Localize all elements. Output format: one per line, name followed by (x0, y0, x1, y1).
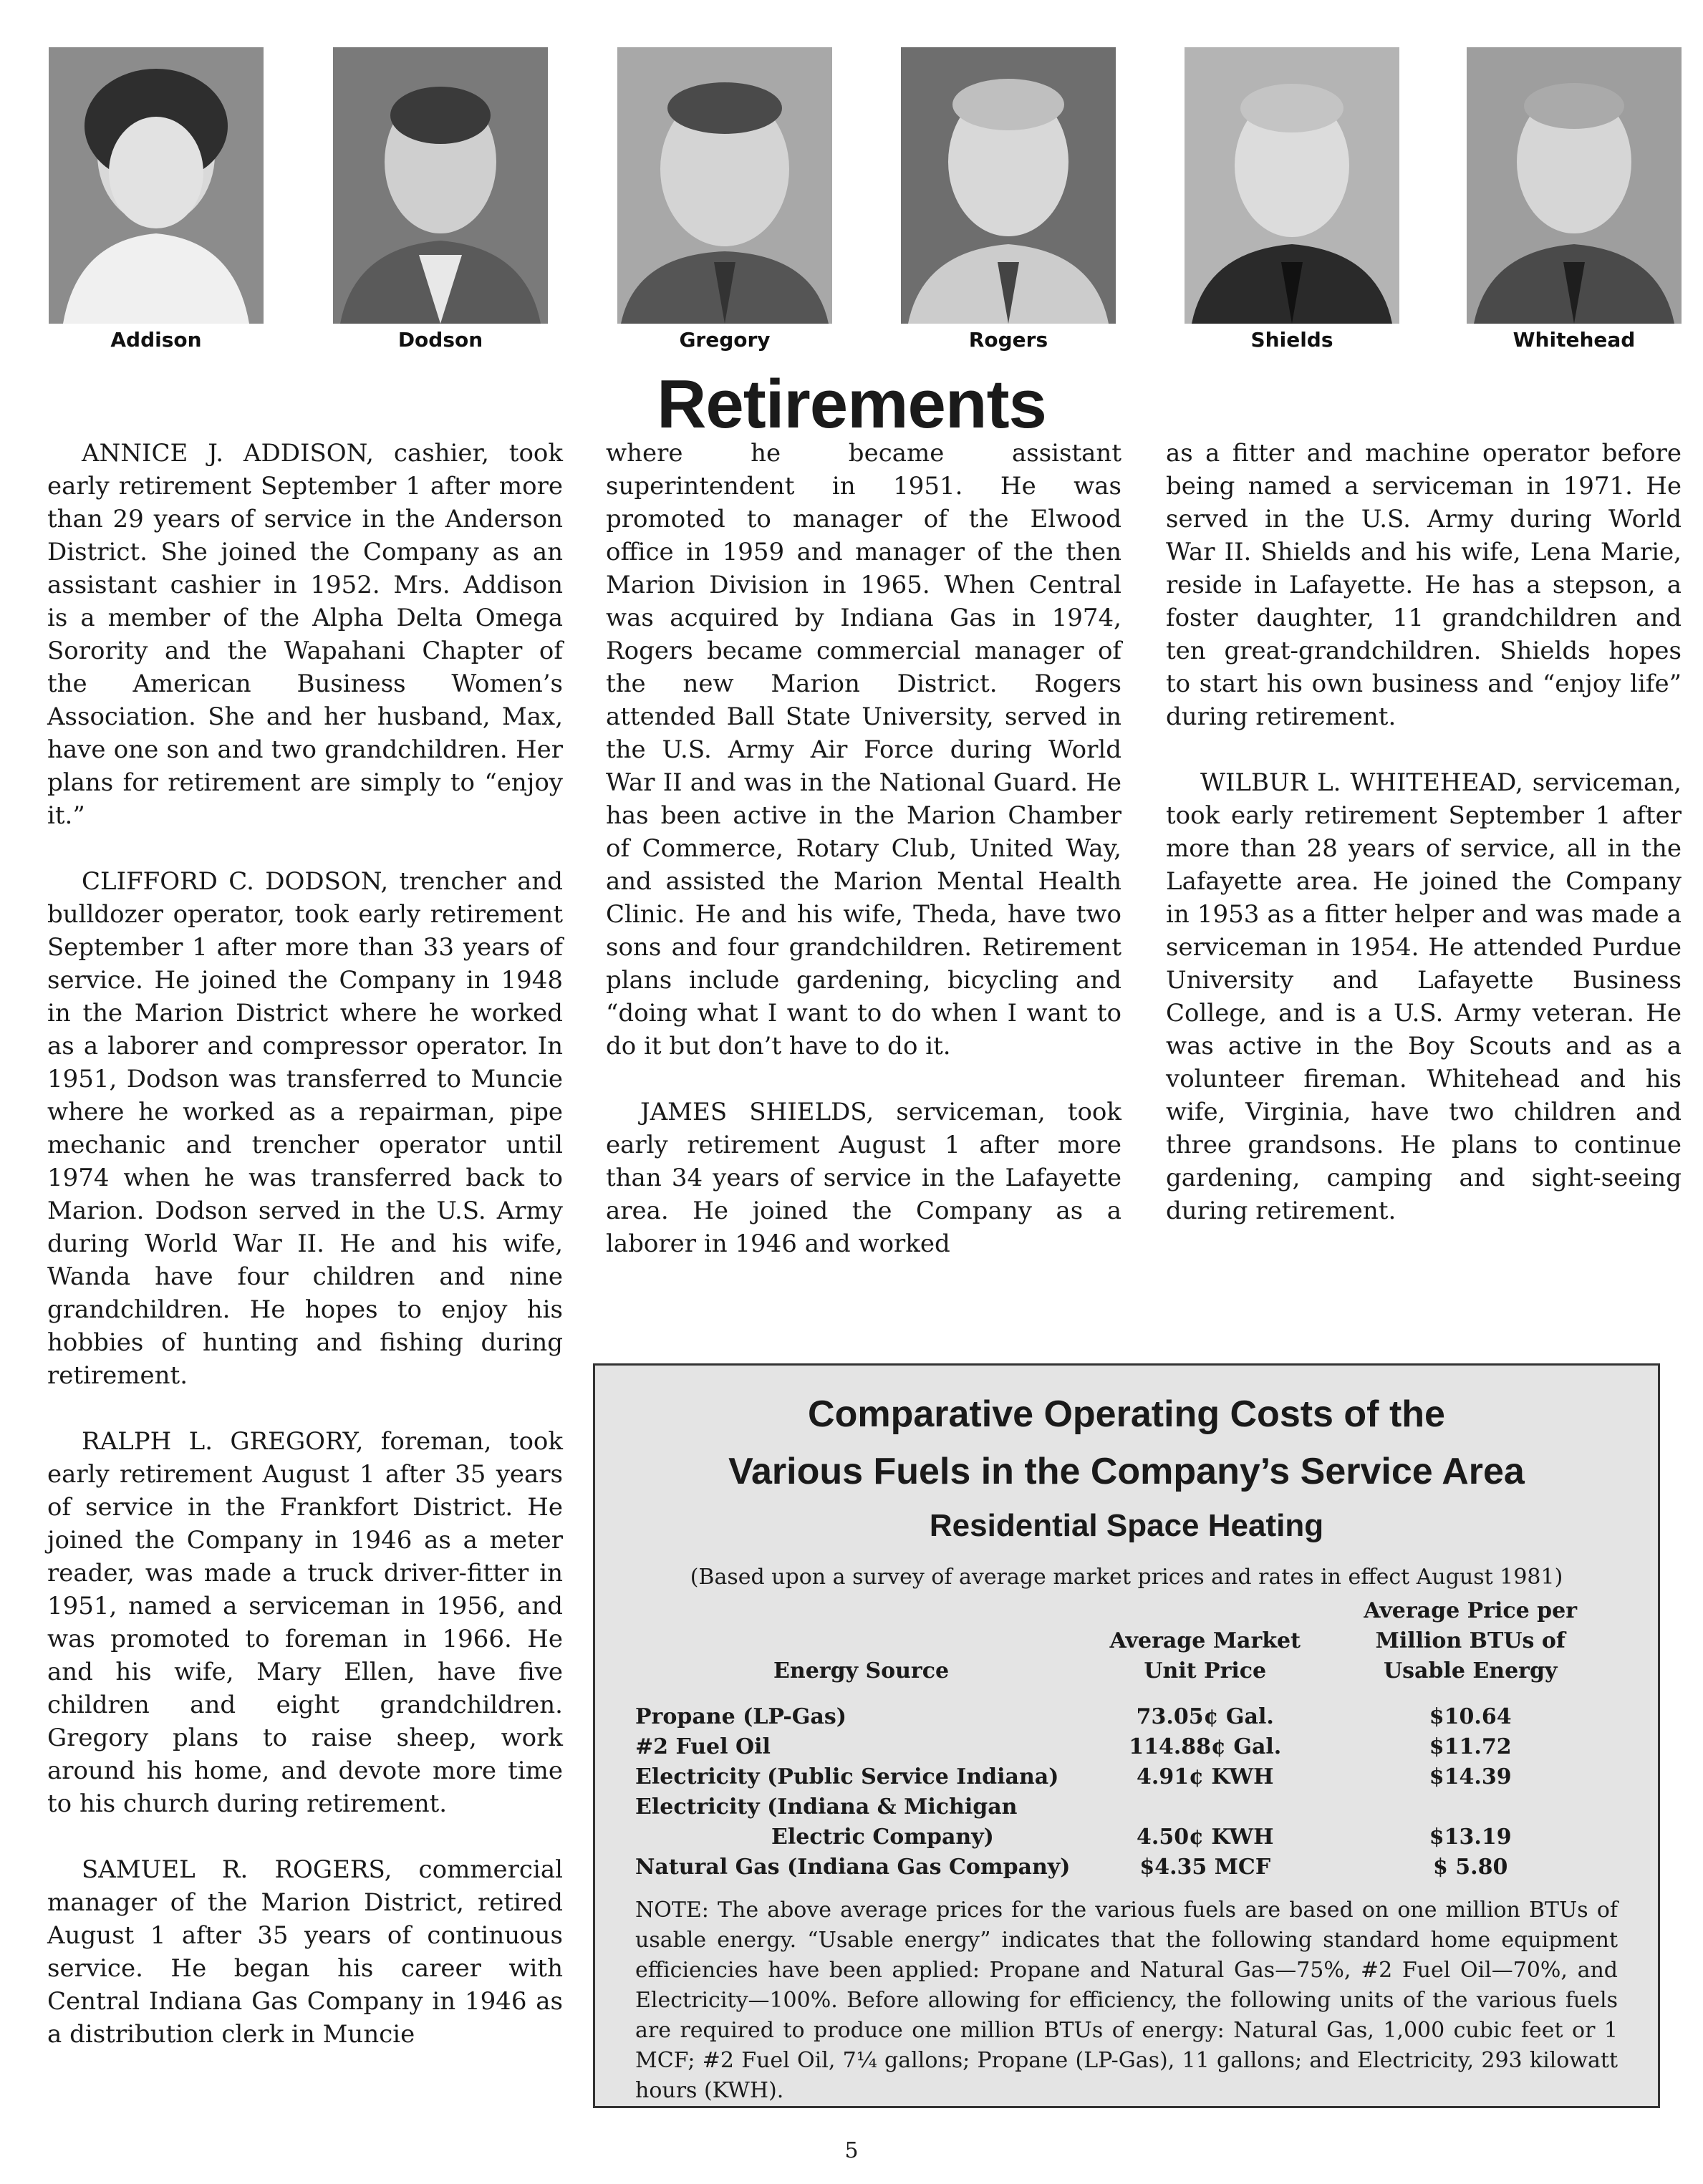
portrait-addison (49, 47, 264, 324)
energy-source-line: Electric Company) (771, 1825, 994, 1850)
avg-price: $10.64 (1429, 1704, 1512, 1729)
photo-caption: Rogers (968, 328, 1048, 352)
article-column-3 (1166, 437, 1682, 1260)
box-heading-line-1: Comparative Operating Costs of the (808, 1393, 1445, 1435)
article-column-2 (606, 437, 1121, 1293)
retirement-whitehead: WILBUR L. WHITEHEAD, serviceman, took early retirement September 1 after more than 28 years of service, all in the Lafayette area. He joined the Company in 1953 as a fitter helper and was made a serviceman in 1954. He attended Purdue University and Lafayette Business College, and is a U.S. Army veteran. He was active in the Boy Scouts and as a volunteer fireman. Whitehead and his wife, Virginia, have two children and three grandsons. He plans to continue gardening, camping and sight-seeing during retirement. (1166, 768, 1682, 1225)
avg-price: $13.19 (1429, 1825, 1512, 1850)
energy-source: Natural Gas (Indiana Gas Company) (635, 1855, 1071, 1880)
column-header-avg (1323, 1596, 1618, 1686)
page-number: 5 (844, 2138, 859, 2163)
photo-caption: Gregory (679, 328, 771, 352)
photo-caption: Dodson (397, 328, 483, 352)
energy-source: #2 Fuel Oil (635, 1734, 771, 1759)
portrait-silhouette (901, 47, 1116, 324)
unit-price: 4.91¢ KWH (1137, 1764, 1274, 1789)
portrait-silhouette (333, 47, 548, 324)
avg-price: $11.72 (1429, 1734, 1512, 1759)
box-heading-line-2: Various Fuels in the Company’s Service Area (728, 1451, 1525, 1492)
energy-source: Propane (LP-Gas) (635, 1704, 846, 1729)
unit-price: 4.50¢ KWH (1137, 1825, 1274, 1850)
retirement-rogers-continued: where he became assistant superintendent in 1951. He was promoted to manager of the Elwood office in 1959 and manager of the then Marion Division in 1965. When Central was acquired by Indiana Gas in 1974, Rogers became commercial manager of the new Marion District. Rogers attended Ball State University, served in the U.S. Army Air Force during World War II and was in the National Guard. He has been active in the Marion Chamber of Commerce, Rotary Club, United Way, and assisted the Marion Mental Health Clinic. He and his wife, Theda, have two sons and four grandchildren. Retirement plans include gardening, bicycling and “doing what I want to do when I want to do it but don’t have to do it. (606, 439, 1121, 1060)
header-text: Million BTUs of (1375, 1628, 1565, 1653)
page-title: Retirements (657, 366, 1046, 443)
portrait-dodson (333, 47, 548, 324)
portrait-silhouette (49, 47, 264, 324)
efficiency-note: NOTE: The above average prices for the various fuels are based on one million BTUs of usable energy. “Usable energy” indicates that the following standard home equipment efficiencies have been applied: Propane and Natural Gas—75%, #2 Fuel Oil—70%, and Electricity—100%. Before allowing for efficiency, the following units of the various fuels are required to produce one million BTUs of energy: Natural Gas, 1,000 cubic feet or 1 MCF; #2 Fuel Oil, 7¼ gallons; Propane (LP-Gas), 11 gallons; and Electricity, 293 kilowatt hours (KWH). (635, 1898, 1618, 2103)
table-row (635, 1702, 1618, 1732)
photo-caption: Whitehead (1513, 328, 1636, 352)
header-text: Average Market (1109, 1628, 1301, 1653)
photo-caption: Addison (110, 328, 202, 352)
table-row (635, 1762, 1618, 1792)
portrait-silhouette (1185, 47, 1399, 324)
unit-price: $4.35 MCF (1139, 1855, 1271, 1880)
survey-basis-note: (Based upon a survey of average market prices and rates in effect August 1981) (690, 1565, 1563, 1590)
unit-price: 73.05¢ Gal. (1136, 1704, 1274, 1729)
energy-source: Electricity (Public Service Indiana) (635, 1764, 1059, 1789)
header-text: Usable Energy (1384, 1658, 1558, 1683)
header-text: Unit Price (1144, 1658, 1267, 1683)
box-subheading: Residential Space Heating (929, 1508, 1324, 1543)
avg-price: $ 5.80 (1432, 1855, 1508, 1880)
fuel-cost-table (635, 1596, 1618, 1883)
photo-caption: Shields (1250, 328, 1333, 352)
retirement-rogers: SAMUEL R. ROGERS, commercial manager of the Marion District, retired August 1 after 35 years of continuous service. He began his career with Central Indiana Gas Company in 1946 as a distribution clerk in Muncie (47, 1855, 563, 2049)
retirement-gregory: RALPH L. GREGORY, foreman, took early retirement August 1 after 35 years of service in the Frankfort District. He joined the Company in 1946 as a meter reader, was made a truck driver-fitter in 1951, named a serviceman in 1956, and was promoted to foreman in 1966. He and his wife, Mary Ellen, have five children and eight grandchildren. Gregory plans to raise sheep, work around his home, and devote more time to his church during retirement. (47, 1427, 563, 1818)
header-text: Average Price per (1364, 1598, 1578, 1623)
portrait-silhouette (1467, 47, 1682, 324)
table-row (635, 1732, 1618, 1762)
energy-source-line: Electricity (Indiana & Michigan (635, 1794, 1018, 1820)
article-column-1 (47, 437, 563, 2084)
avg-price: $14.39 (1429, 1764, 1512, 1789)
retirement-dodson: CLIFFORD C. DODSON, trencher and bulldozer operator, took early retirement September 1 after more than 33 years of service. He joined the Company in 1948 in the Marion District where he worked as a laborer and compressor operator. In 1951, Dodson was transferred to Muncie where he worked as a repairman, pipe mechanic and trencher operator until 1974 when he was transferred back to Marion. Dodson served in the U.S. Army during World War II. He and his wife, Wanda have four children and nine grandchildren. He hopes to enjoy his hobbies of hunting and fishing during retirement. (47, 867, 563, 1390)
portrait-silhouette (617, 47, 832, 324)
table-row (635, 1792, 1618, 1852)
portrait-gregory (617, 47, 832, 324)
table-row (635, 1852, 1618, 1883)
retirement-shields-continued: as a fitter and machine operator before being named a serviceman in 1971. He served in the U.S. Army during World War II. Shields and his wife, Lena Marie, reside in Lafayette. He has a stepson, a foster daughter, 11 grandchildren and ten great-grandchildren. Shields hopes to start his own business and “enjoy life” during retirement. (1166, 439, 1682, 731)
retirement-addison: ANNICE J. ADDISON, cashier, took early retirement September 1 after more than 29 years of service in the Anderson District. She joined the Company as an assistant cashier in 1952. Mrs. Addison is a member of the Alpha Delta Omega Sorority and the Wapahani Chapter of the American Business Women’s Association. She and her husband, Max, have one son and two grandchildren. Her plans for retirement are simply to “enjoy it.” (47, 439, 563, 830)
header-text: Energy Source (773, 1658, 950, 1683)
portrait-whitehead (1467, 47, 1682, 324)
retirement-shields: JAMES SHIELDS, serviceman, took early retirement August 1 after more than 34 years of service in the Lafayette area. He joined the Company as a laborer in 1946 and worked (606, 1098, 1121, 1258)
unit-price: 114.88¢ Gal. (1129, 1734, 1282, 1759)
column-header-price (1087, 1596, 1323, 1686)
fuel-cost-comparison-box (593, 1363, 1660, 2108)
portrait-rogers (901, 47, 1116, 324)
energy-source (635, 1792, 1087, 1852)
column-header-source (635, 1596, 1087, 1686)
portrait-shields (1185, 47, 1399, 324)
table-header-row (635, 1596, 1618, 1686)
